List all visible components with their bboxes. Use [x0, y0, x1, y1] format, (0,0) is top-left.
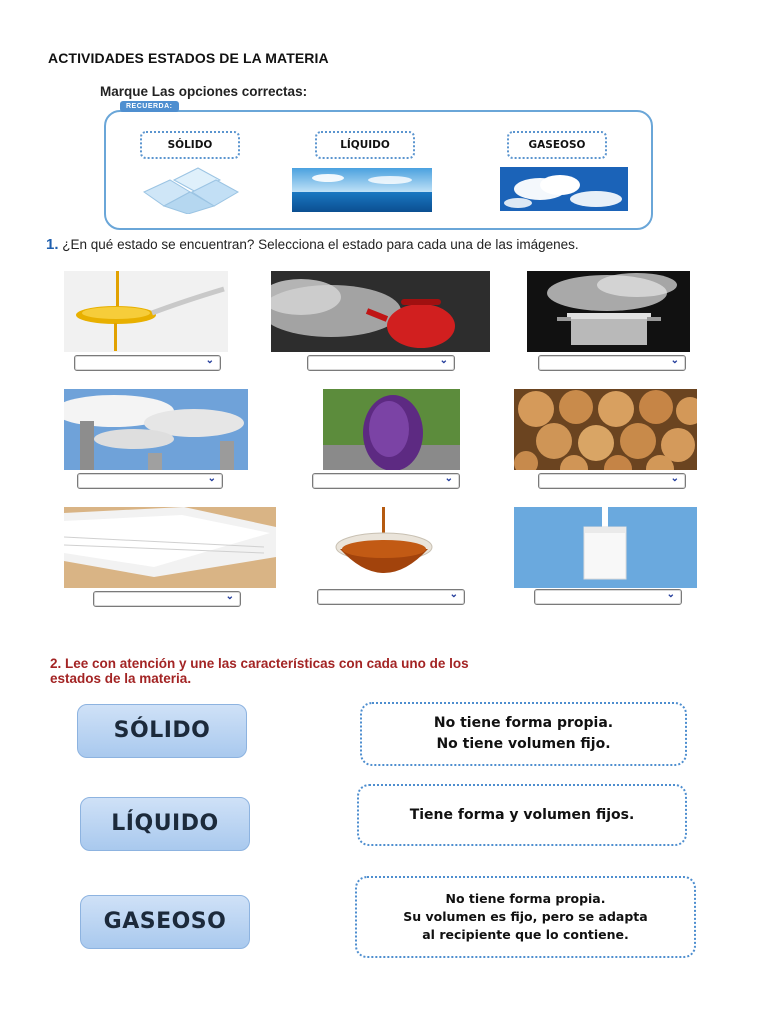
state-select-8[interactable]: [317, 589, 465, 605]
match-state-gas[interactable]: GASEOSO: [80, 895, 250, 949]
wood-logs-image: [514, 389, 697, 470]
factory-smoke-image: [64, 389, 248, 470]
remember-label-solid: SÓLIDO: [140, 131, 240, 159]
description-3-line-1: No tiene forma propia.: [445, 891, 606, 906]
steaming-pot-image: [527, 271, 690, 352]
chevron-down-icon: ⌄: [670, 473, 679, 484]
chevron-down-icon: ⌄: [439, 355, 448, 366]
question-2-line-2: estados de la materia.: [50, 671, 192, 686]
honey-spoon-image: [64, 271, 228, 352]
sea-image: [292, 168, 432, 212]
description-3-line-2: Su volumen es fijo, pero se adapta: [403, 909, 648, 924]
state-select-9[interactable]: [534, 589, 682, 605]
chevron-down-icon: ⌄: [225, 591, 234, 602]
ice-cubes-image: [134, 162, 246, 214]
steaming-kettle-image: [271, 271, 490, 352]
state-select-4[interactable]: [77, 473, 223, 489]
question-1: [46, 236, 686, 253]
match-description-1[interactable]: [360, 702, 687, 766]
description-2-line-1: Tiene forma y volumen fijos.: [409, 807, 635, 823]
description-1-line-1: No tiene forma propia.: [433, 715, 614, 731]
state-select-7[interactable]: [93, 591, 241, 607]
remember-tag: RECUERDA:: [120, 101, 179, 112]
state-select-1[interactable]: [74, 355, 221, 371]
question-1-text: ¿En qué estado se encuentran? Selecciona el estado para cada una de las imágenes.: [62, 237, 579, 252]
match-description-2[interactable]: [357, 784, 687, 846]
state-select-6[interactable]: [538, 473, 686, 489]
chevron-down-icon: ⌄: [205, 355, 214, 366]
chevron-down-icon: ⌄: [449, 589, 458, 600]
syrup-bowl-image: [326, 507, 442, 588]
question-1-number: 1.: [46, 236, 59, 253]
description-3-line-3: al recipiente que lo contiene.: [422, 927, 629, 942]
state-select-3[interactable]: [538, 355, 686, 371]
description-1-line-2: No tiene volumen fijo.: [436, 736, 611, 752]
page-title: ACTIVIDADES ESTADOS DE LA MATERIA: [48, 50, 329, 66]
amethyst-rock-image: [323, 389, 460, 470]
chevron-down-icon: ⌄: [207, 473, 216, 484]
chevron-down-icon: ⌄: [670, 355, 679, 366]
chevron-down-icon: ⌄: [666, 589, 675, 600]
question-2: [50, 656, 690, 686]
question-2-line-1: 2. Lee con atención y une las características con cada uno de los: [50, 656, 469, 671]
chevron-down-icon: ⌄: [444, 473, 453, 484]
paper-stack-image: [64, 507, 276, 588]
state-select-5[interactable]: [312, 473, 460, 489]
match-state-liquid[interactable]: LÍQUIDO: [80, 797, 250, 851]
remember-label-liquid: LÍQUIDO: [315, 131, 415, 159]
milk-glass-image: [514, 507, 697, 588]
match-state-solid[interactable]: SÓLIDO: [77, 704, 247, 758]
remember-label-gas: GASEOSO: [507, 131, 607, 159]
instruction-text: Marque Las opciones correctas:: [100, 84, 308, 99]
match-description-3[interactable]: [355, 876, 696, 958]
state-select-2[interactable]: [307, 355, 455, 371]
clouds-sky-image: [500, 167, 628, 211]
